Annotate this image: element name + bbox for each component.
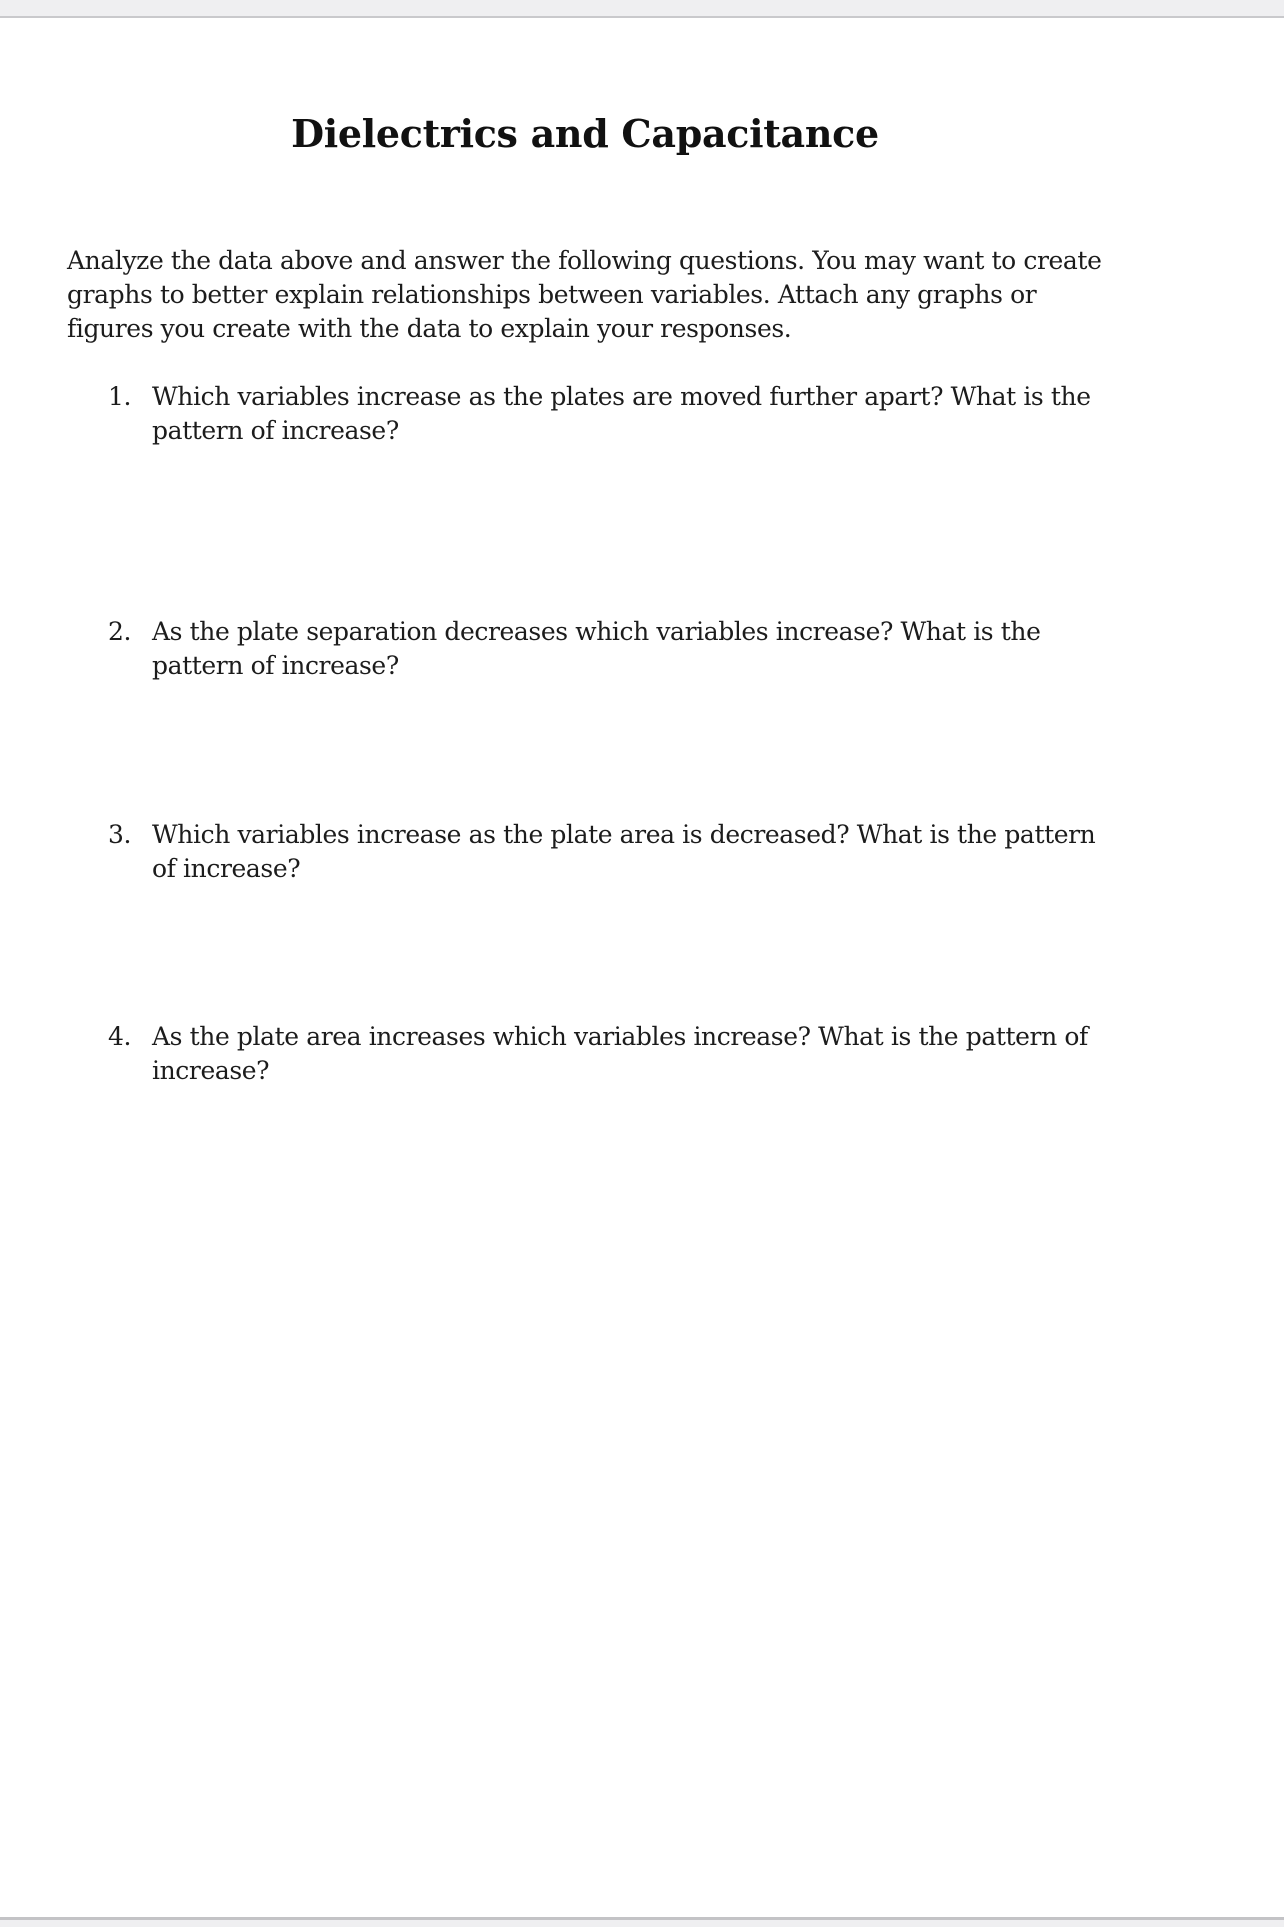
document-page: [0, 18, 1284, 1917]
question-number: 3.: [108, 820, 132, 849]
question-number: 2.: [108, 617, 132, 646]
viewer-bottom-bar: [0, 1917, 1284, 1927]
document-title: Dielectrics and Capacitance: [291, 111, 879, 156]
question-number: 4.: [108, 1022, 132, 1051]
question-item: [108, 818, 1118, 886]
question-number: 1.: [108, 382, 132, 411]
intro-paragraph: Analyze the data above and answer the following questions. You may want to create graphs to better explain relationships between variables. Attach any graphs or figures you create with the data to explain your responses.: [67, 246, 1102, 343]
question-item: [108, 380, 1118, 448]
question-text: As the plate area increases which variables increase? What is the pattern of increase?: [152, 1022, 1088, 1085]
question-text: As the plate separation decreases which variables increase? What is the pattern of increase?: [152, 617, 1041, 680]
question-text: Which variables increase as the plates are moved further apart? What is the pattern of increase?: [152, 382, 1091, 445]
question-text: Which variables increase as the plate area is decreased? What is the pattern of increase?: [152, 820, 1096, 883]
question-item: [108, 1020, 1118, 1088]
question-item: [108, 615, 1118, 683]
viewer-top-bar: [0, 0, 1284, 18]
